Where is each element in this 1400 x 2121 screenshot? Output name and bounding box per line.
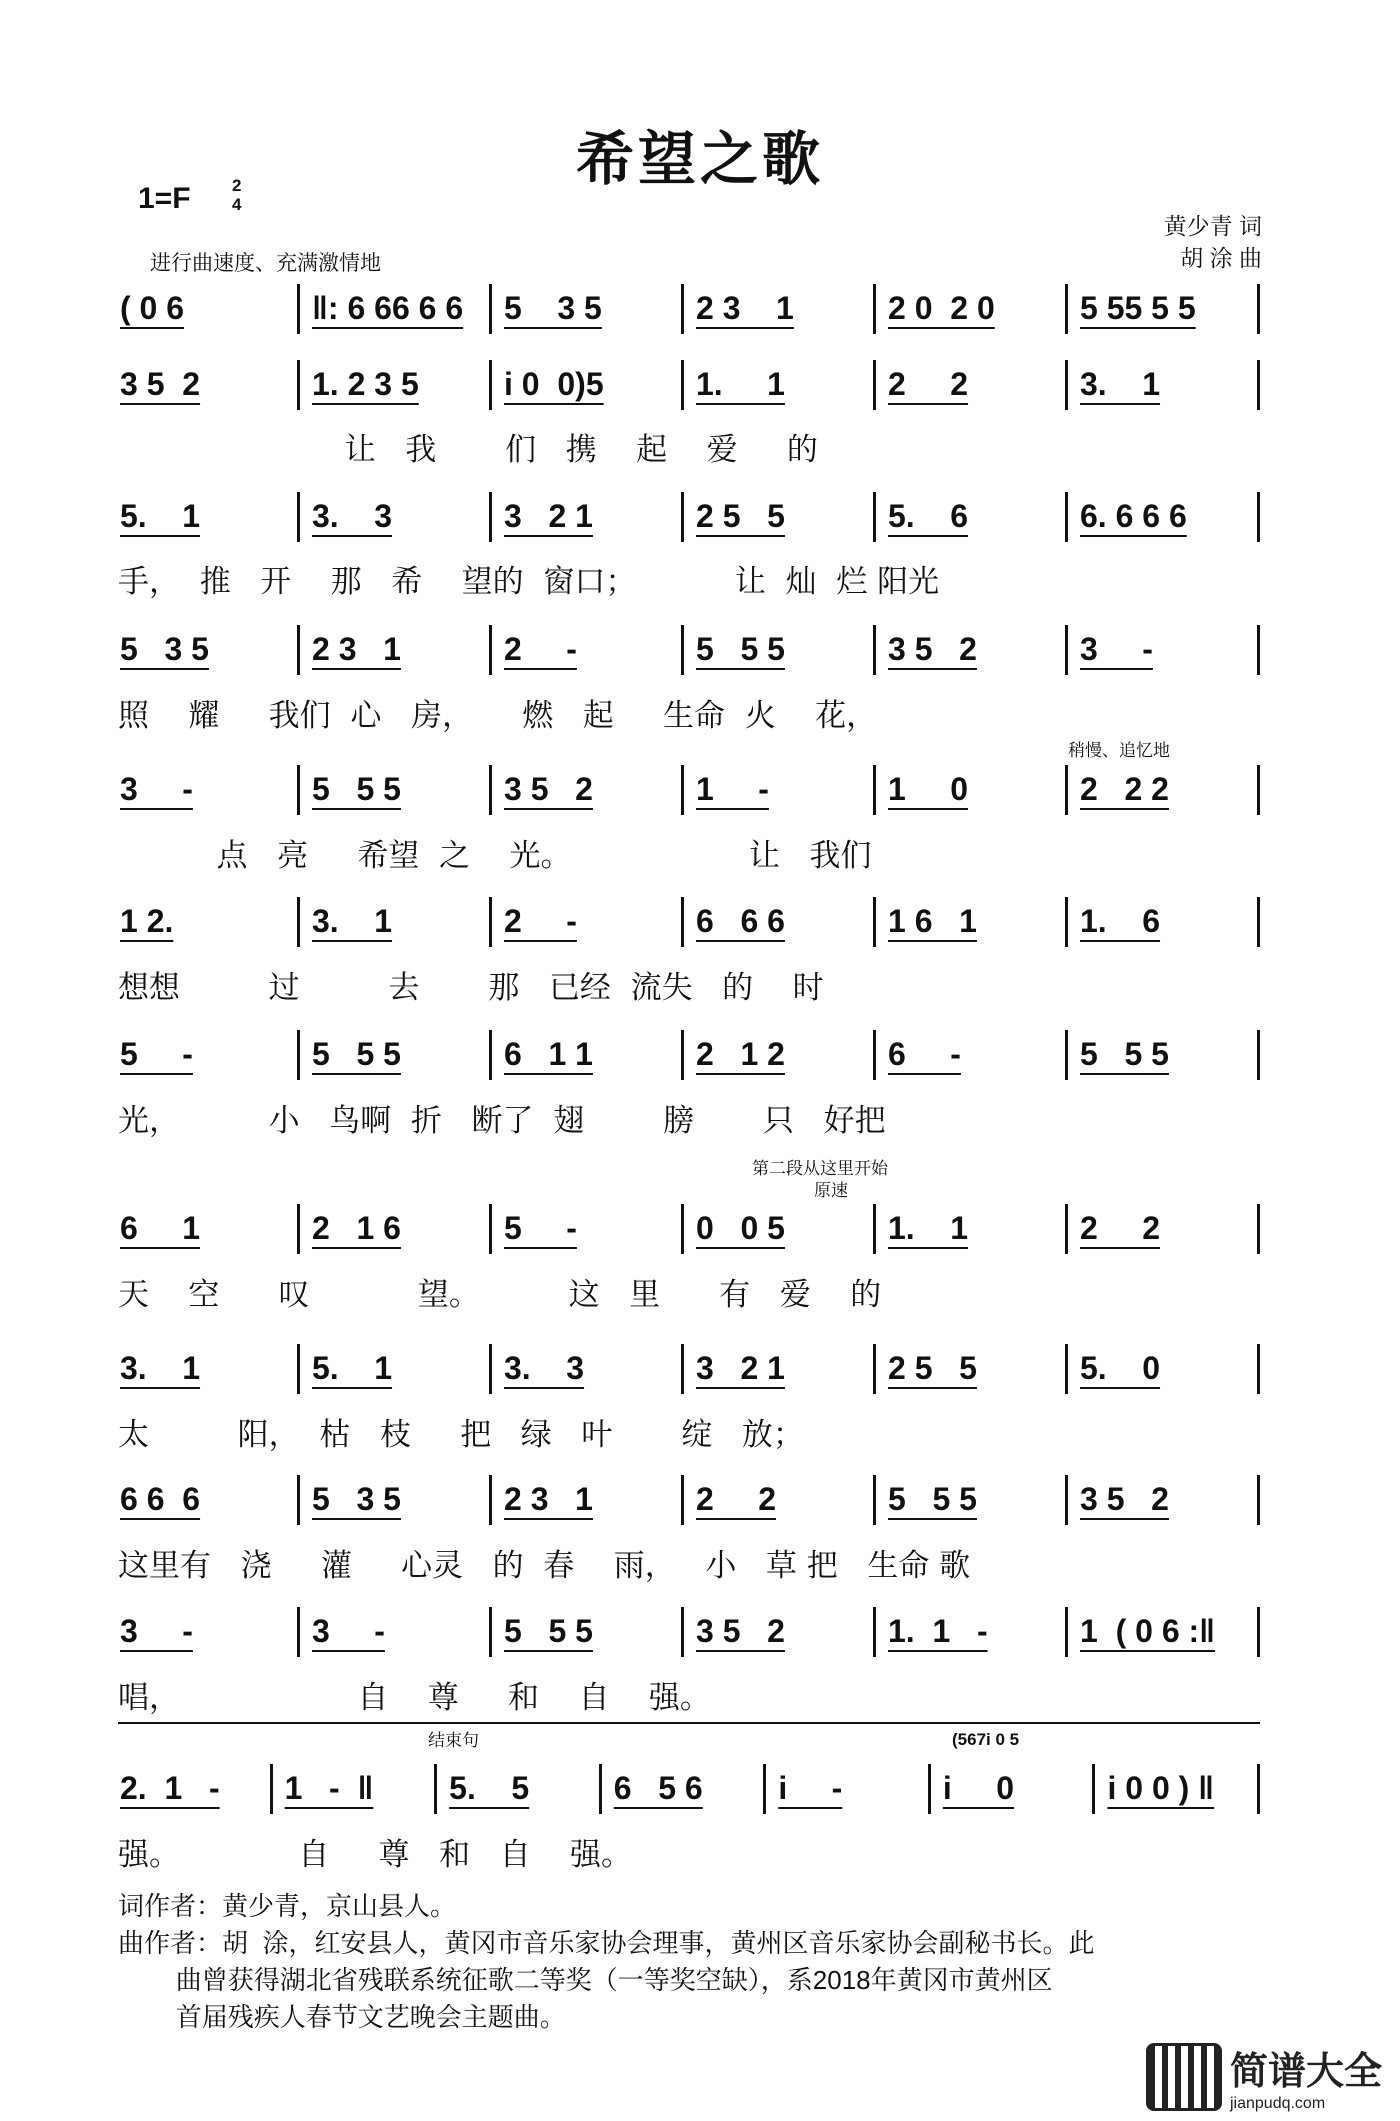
measure: 3 5 2 [681, 1607, 873, 1657]
measure: 5 - [120, 1036, 193, 1072]
measure: 2. 1 - [120, 1770, 220, 1806]
measure: 5. 5 [434, 1764, 599, 1814]
notation-row [118, 1607, 1260, 1657]
measure: 1 0 [873, 765, 1065, 815]
measure: 1. 1 [873, 1204, 1065, 1254]
annotation-slower: 稍慢、追忆地 [1068, 741, 1170, 760]
measure: 3 5 2 [873, 625, 1065, 675]
time-sig-top: 2 [232, 176, 242, 195]
lyrics-line: 手， 推 开 那 希 望的 窗口； 让 灿 烂 阳光 [118, 564, 940, 600]
measure: ( 0 6 [120, 290, 185, 326]
lyrics-line: 唱， 自 尊 和 自 强。 [118, 1680, 711, 1716]
measure: 0 0 5 [681, 1204, 873, 1254]
credits [1164, 210, 1262, 274]
measure: 2 - [489, 625, 681, 675]
measure: 6 - [873, 1030, 1065, 1080]
measure: 2 2 2 [1065, 765, 1257, 815]
lyrics-line: 光， 小 鸟啊 折 断了 翅 膀 只 好把 [118, 1103, 886, 1139]
measure: 5 5 5 [873, 1475, 1065, 1525]
barline [1257, 360, 1260, 410]
lyrics-line: 让 我 们 携 起 爱 的 [118, 432, 818, 468]
measure: 3. 1 [1065, 360, 1257, 410]
measure: 5 3 5 [297, 1475, 489, 1525]
lyrics-line: 强。 自 尊 和 自 强。 [118, 1837, 633, 1873]
measure: 3. 1 [120, 1350, 201, 1386]
measure: 5 5 5 [489, 1607, 681, 1657]
measure: 2 3 1 [681, 284, 873, 334]
measure: 6 6 6 [120, 1481, 201, 1517]
notation-row [118, 1030, 1260, 1080]
piano-keys-icon [1146, 2043, 1222, 2111]
measure: 3. 3 [489, 1344, 681, 1394]
barline [1257, 1344, 1260, 1394]
barline [1257, 1764, 1260, 1814]
lyrics-line: 天 空 叹 望。 这 里 有 爱 的 [118, 1277, 882, 1313]
logo-url: jianpudq.com [1229, 2095, 1326, 2112]
measure: 1 - [681, 765, 873, 815]
measure: 3. 3 [297, 492, 489, 542]
measure: 1. 6 [1065, 897, 1257, 947]
measure: 5. 1 [120, 498, 201, 534]
measure: 6 6 6 [681, 897, 873, 947]
measure: ‖: 6 66 6 6 [297, 284, 489, 334]
measure: 5 5 5 [297, 765, 489, 815]
measure: 5 55 5 5 [1065, 284, 1257, 334]
lyrics-line: 点 亮 希望 之 光。 让 我们 [118, 838, 872, 874]
measure: 2 1 6 [297, 1204, 489, 1254]
lyrics-line: 太 阳， 枯 枝 把 绿 叶 绽 放； [118, 1417, 804, 1453]
measure: 2 1 2 [681, 1030, 873, 1080]
measure: 5. 6 [873, 492, 1065, 542]
measure: i 0 [928, 1764, 1093, 1814]
lyrics-line: 想想 过 去 那 已经 流失 的 时 [118, 970, 824, 1006]
lyrics-line: 这里有 浇 灌 心灵 的 春 雨， 小 草 把 生命 歌 [118, 1548, 971, 1584]
composer: 胡 涂 曲 [1180, 245, 1262, 271]
measure: 5 3 5 [120, 631, 209, 667]
measure: 5 - [489, 1204, 681, 1254]
footer-notes [118, 1888, 1094, 2036]
barline [1257, 492, 1260, 542]
measure: 3 - [120, 771, 193, 807]
barline [1257, 1607, 1260, 1657]
measure: 1 6 1 [873, 897, 1065, 947]
measure: 6. 6 6 6 [1065, 492, 1257, 542]
measure: 2 0 2 0 [873, 284, 1065, 334]
lyrics-line: 照 耀 我们 心 房， 燃 起 生命 火 花， [118, 698, 878, 734]
time-signature [232, 176, 241, 214]
measure: 2 3 1 [489, 1475, 681, 1525]
measure: 5 5 5 [681, 625, 873, 675]
annotation-second-verse: 第二段从这里开始 [752, 1159, 888, 1178]
song-title: 希望之歌 [575, 125, 824, 193]
measure: 3 - [297, 1607, 489, 1657]
notation-row [118, 1204, 1260, 1254]
volta-bracket-line [118, 1722, 1260, 1724]
barline [1257, 1030, 1260, 1080]
notation-row [118, 1475, 1260, 1525]
measure: 5 5 5 [297, 1030, 489, 1080]
measure: 1 2. [120, 903, 174, 939]
measure: 6 1 [120, 1210, 201, 1246]
notation-row [118, 625, 1260, 675]
measure: 1. 1 - [873, 1607, 1065, 1657]
notation-row [118, 765, 1260, 815]
measure: 6 1 1 [489, 1030, 681, 1080]
annotation-original-tempo: 原速 [814, 1181, 848, 1200]
notation-row [118, 1344, 1260, 1394]
lyricist: 黄少青 词 [1163, 213, 1262, 239]
measure: i 0 0 ) ‖ [1092, 1764, 1257, 1814]
measure: 1 - ‖ [270, 1764, 435, 1814]
measure: 3 - [1065, 625, 1257, 675]
key-signature: 1=F [138, 182, 191, 215]
measure: 5 3 5 [489, 284, 681, 334]
measure: 2 3 1 [297, 625, 489, 675]
measure: 1. 1 [681, 360, 873, 410]
measure: 2 5 5 [873, 1344, 1065, 1394]
notation-row [118, 360, 1260, 410]
annotation-ending-fill: (567i 0 5 [952, 1730, 1020, 1749]
measure: 3 5 2 [1065, 1475, 1257, 1525]
tempo-marking: 进行曲速度、充满激情地 [150, 252, 381, 275]
logo-text: 简谱大全 [1229, 2051, 1382, 2093]
measure: 1. 2 3 5 [297, 360, 489, 410]
measure: 3 2 1 [489, 492, 681, 542]
measure: i 0 0)5 [489, 360, 681, 410]
notation-row [118, 1764, 1260, 1814]
measure: 3 5 2 [120, 366, 201, 402]
measure: 5. 0 [1065, 1344, 1257, 1394]
measure: 3 2 1 [681, 1344, 873, 1394]
measure: 3 - [120, 1613, 193, 1649]
measure: 5. 1 [297, 1344, 489, 1394]
annotation-ending: 结束句 [428, 1731, 479, 1750]
measure: 6 5 6 [599, 1764, 764, 1814]
lyricist-note: 词作者：黄少青，京山县人。 [118, 1891, 457, 1921]
measure: 1 ( 0 6 :‖ [1065, 1607, 1257, 1657]
barline [1257, 897, 1260, 947]
composer-note-2: 曲曾获得湖北省残联系统征歌二等奖（一等奖空缺），系2018年黄冈市黄州区 [118, 1965, 1053, 1995]
measure: 3 5 2 [489, 765, 681, 815]
time-sig-bottom: 4 [232, 195, 242, 214]
barline [1257, 1204, 1260, 1254]
measure: 2 2 [1065, 1204, 1257, 1254]
measure: i - [763, 1764, 928, 1814]
barline [1257, 1475, 1260, 1525]
notation-row [118, 492, 1260, 542]
composer-note-3: 首届残疾人春节文艺晚会主题曲。 [118, 2002, 566, 2032]
composer-note-1: 曲作者：胡 涂，红安县人，黄冈市音乐家协会理事，黄州区音乐家协会副秘书长。此 [118, 1928, 1095, 1958]
measure: 2 2 [873, 360, 1065, 410]
site-logo [1146, 2040, 1382, 2113]
measure: 2 2 [681, 1475, 873, 1525]
notation-row [118, 897, 1260, 947]
measure: 2 - [489, 897, 681, 947]
notation-row [118, 284, 1260, 334]
measure: 3. 1 [297, 897, 489, 947]
barline [1257, 625, 1260, 675]
barline [1257, 765, 1260, 815]
barline [1257, 284, 1260, 334]
measure: 2 5 5 [681, 492, 873, 542]
measure: 5 5 5 [1065, 1030, 1257, 1080]
